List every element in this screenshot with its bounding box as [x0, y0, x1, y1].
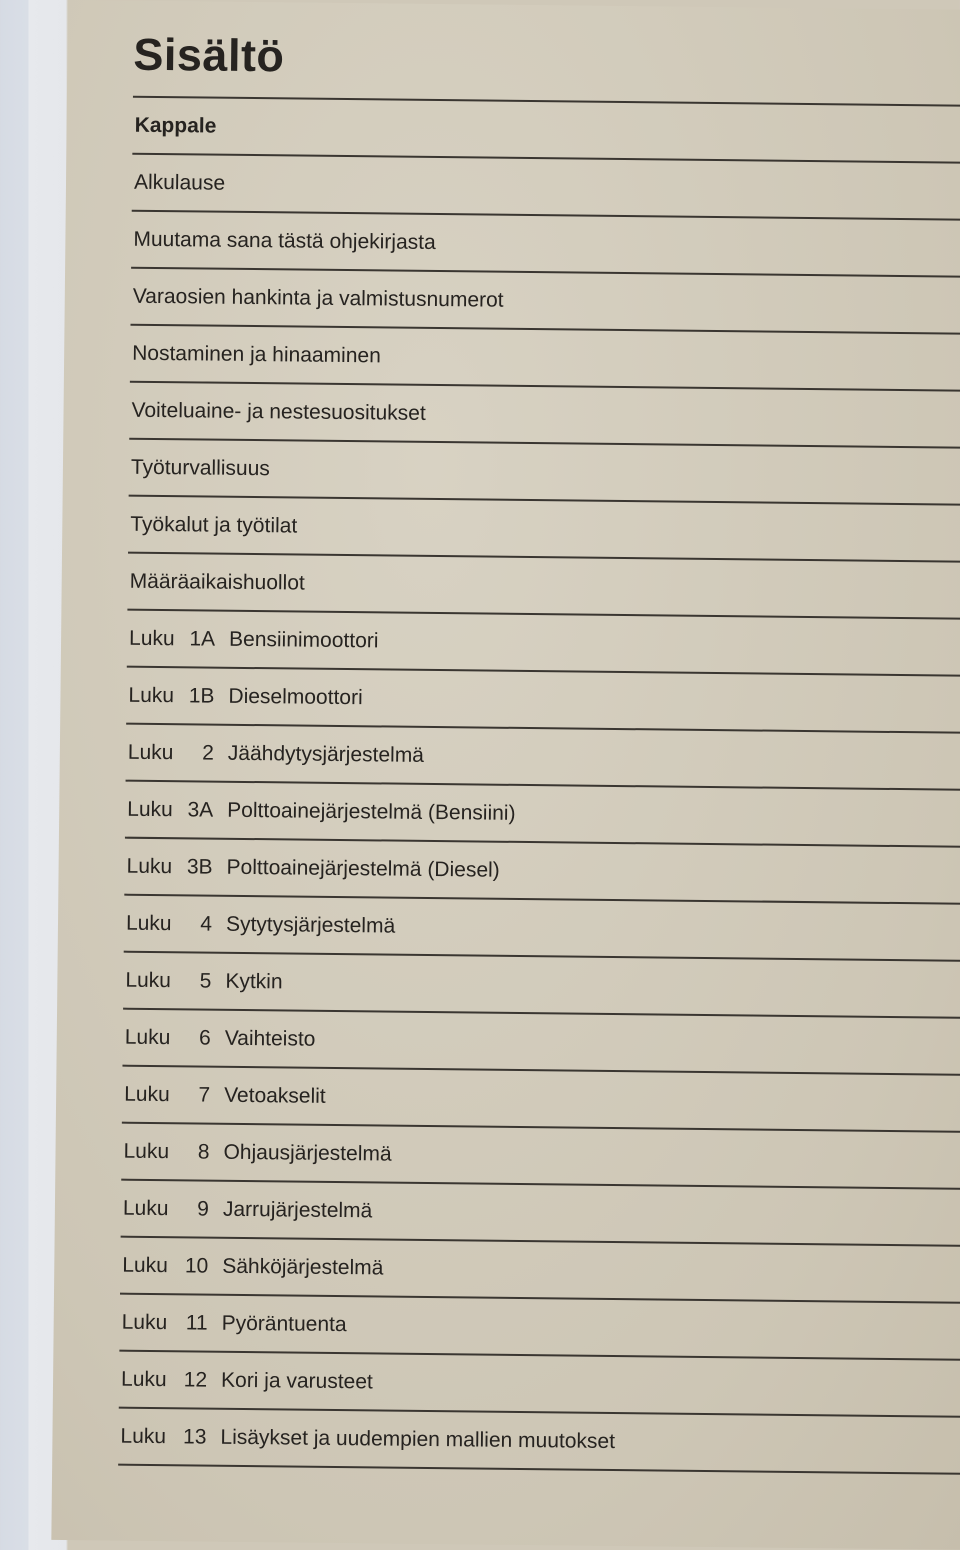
toc-chapter-entry	[118, 1409, 960, 1476]
chapter-title: Polttoainejärjestelmä (Diesel)	[226, 855, 500, 882]
chapter-label: Luku	[126, 854, 173, 878]
chapter-label: Luku	[128, 626, 175, 650]
toc-entry-title: Nostaminen ja hinaaminen	[132, 341, 381, 367]
chapter-number: 6	[198, 1025, 211, 1050]
chapter-label: Luku	[125, 968, 172, 992]
chapter-number: 3B	[186, 854, 213, 879]
toc-chapter-entry	[121, 1181, 960, 1248]
chapter-title: Vetoakselit	[224, 1083, 326, 1108]
chapter-label: Luku	[125, 911, 172, 935]
chapter-number: 5	[199, 968, 212, 993]
chapter-label: Luku	[123, 1139, 170, 1163]
chapter-label: Luku	[121, 1310, 168, 1334]
chapter-title: Kytkin	[225, 969, 283, 993]
chapter-number: 10	[184, 1253, 209, 1278]
toc-entry	[128, 497, 960, 564]
toc-entry	[131, 212, 960, 279]
toc-entry-title: Määräaikaishuollot	[129, 569, 305, 595]
toc-chapter-entry	[127, 611, 960, 678]
chapter-number: 9	[197, 1196, 210, 1221]
chapter-label: Luku	[127, 797, 173, 821]
toc-entry-title: Varaosien hankinta ja valmistusnumerot	[132, 284, 504, 312]
chapter-title: Dieselmoottori	[228, 684, 363, 709]
toc-entry	[130, 269, 960, 336]
chapter-label: Luku	[122, 1253, 168, 1277]
chapter-number: 8	[197, 1139, 210, 1164]
chapter-label: Luku	[124, 1025, 171, 1049]
toc-entry	[129, 440, 960, 507]
toc-chapter-entry	[126, 668, 960, 735]
chapter-number: 4	[200, 911, 213, 936]
toc-entry	[127, 554, 960, 621]
chapter-number: 1A	[189, 626, 216, 651]
toc-chapter-entry	[126, 725, 960, 792]
chapter-number: 2	[202, 740, 214, 765]
chapter-number: 7	[198, 1082, 211, 1107]
toc-entry	[129, 383, 960, 450]
toc-chapter-entry	[124, 896, 960, 963]
chapter-title: Bensiinimoottori	[228, 627, 379, 652]
chapter-title: Jarrujärjestelmä	[222, 1197, 373, 1222]
chapter-number: 3A	[187, 797, 214, 822]
toc-chapter-entry	[121, 1124, 960, 1191]
chapter-number: 13	[182, 1424, 207, 1449]
chapter-label: Luku	[120, 1424, 167, 1448]
table-of-contents	[118, 1, 960, 1476]
chapter-title: Ohjausjärjestelmä	[223, 1140, 392, 1166]
chapter-label: Luku	[124, 1082, 170, 1106]
chapter-list	[118, 611, 960, 1476]
toc-chapter-entry	[120, 1238, 960, 1305]
toc-chapter-entry	[119, 1352, 960, 1419]
column-header	[132, 98, 960, 165]
chapter-label: Luku	[122, 1196, 169, 1220]
chapter-label: Luku	[128, 683, 175, 707]
chapter-title: Lisäykset ja uudempien mallien muutokset	[220, 1425, 616, 1453]
toc-entry-title: Voiteluaine- ja nestesuositukset	[131, 398, 426, 425]
toc-entry	[132, 155, 960, 222]
document-page	[51, 0, 960, 1550]
chapter-title: Vaihteisto	[224, 1026, 316, 1051]
chapter-title: Sähköjärjestelmä	[222, 1254, 384, 1279]
chapter-number: 12	[183, 1367, 208, 1392]
toc-chapter-entry	[119, 1295, 960, 1362]
toc-entry-title: Työturvallisuus	[130, 455, 270, 480]
column-header-label: Kappale	[134, 113, 217, 138]
toc-chapter-entry	[124, 839, 960, 906]
toc-entry-title: Alkulause	[133, 170, 226, 195]
chapter-label: Luku	[127, 740, 174, 764]
chapter-number: 11	[185, 1310, 208, 1335]
chapter-title: Jäähdytysjärjestelmä	[227, 741, 425, 767]
chapter-label: Luku	[120, 1367, 167, 1391]
chapter-title: Pyöräntuenta	[221, 1311, 347, 1336]
chapter-title: Polttoainejärjestelmä (Bensiini)	[227, 798, 516, 825]
toc-chapter-entry	[125, 782, 960, 849]
toc-chapter-entry	[122, 1067, 960, 1134]
toc-entry-title: Työkalut ja työtilat	[130, 512, 298, 538]
chapter-number: 1B	[188, 683, 215, 708]
toc-chapter-entry	[123, 953, 960, 1020]
intro-list	[127, 155, 960, 621]
chapter-title: Sytytysjärjestelmä	[225, 912, 396, 938]
page-title: Sisältö	[133, 1, 960, 108]
chapter-title: Kori ja varusteet	[220, 1368, 373, 1393]
toc-entry-title: Muutama sana tästä ohjekirjasta	[133, 227, 436, 254]
toc-chapter-entry	[122, 1010, 960, 1077]
toc-entry	[130, 326, 960, 393]
